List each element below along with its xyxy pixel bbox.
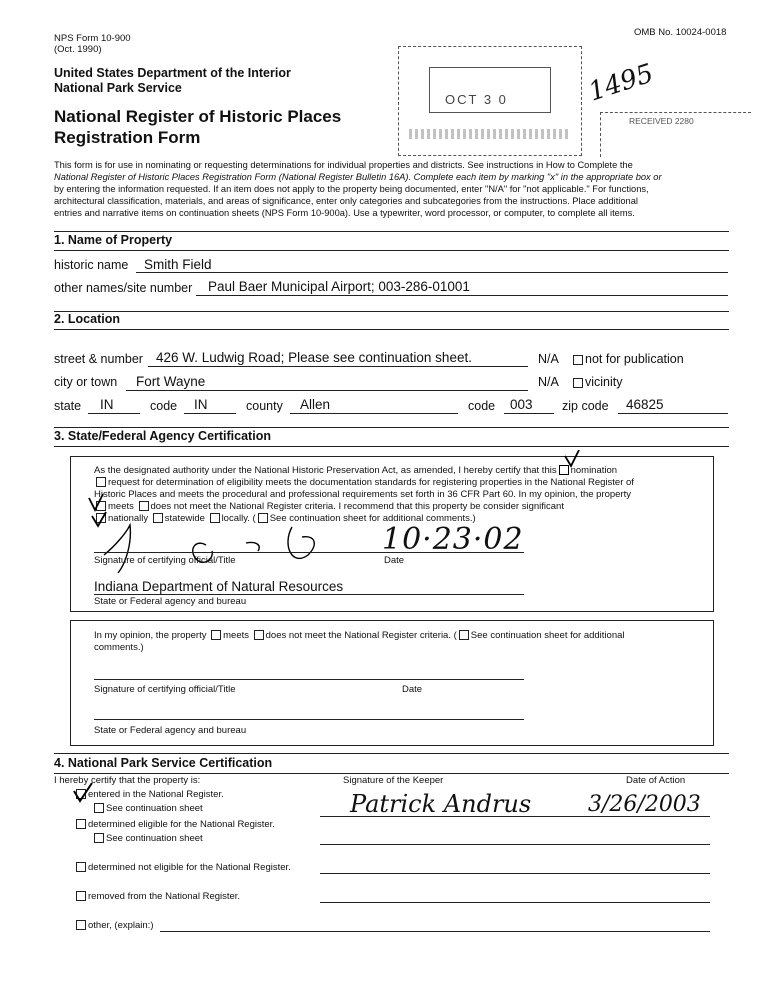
opinion-line: See continuation sheet for additional xyxy=(470,630,625,641)
box2-signature-label: Signature of certifying official/Title xyxy=(94,684,236,695)
keeper-line-2 xyxy=(320,844,710,845)
street-field xyxy=(148,350,528,367)
removed-label: removed from the National Register. xyxy=(88,891,241,902)
received-label: RECEIVED 2280 xyxy=(629,116,694,126)
check-mark-entered xyxy=(70,781,100,805)
signature-stroke xyxy=(288,527,314,558)
form-title-line2: Registration Form xyxy=(54,128,201,147)
cert-line: request for determination of eligibility meets the documentation standards for registering properties in the National Register of xyxy=(108,477,634,488)
city-label: city or town xyxy=(54,375,118,389)
zip-label: zip code xyxy=(562,399,609,413)
street-label: street & number xyxy=(54,352,143,366)
section4-bottom-rule xyxy=(54,773,729,774)
na-city: N/A xyxy=(538,375,559,389)
form-title-line1: National Register of Historic Places xyxy=(54,107,342,126)
nationally-label: nationally xyxy=(108,513,149,524)
intro-line: National Register of Historic Places Registration Form (National Register Bulletin 16A). Complete each item by marking "x" in the appropriate box or xyxy=(54,172,662,182)
see-continuation-2 xyxy=(92,833,203,845)
option-removed xyxy=(74,891,240,903)
historic-name-label: historic name xyxy=(54,258,129,272)
zip-value: 46825 xyxy=(626,397,664,412)
na-street: N/A xyxy=(538,352,559,366)
cert-line: does not meet the National Register criteria. I recommend that this property be consider significant xyxy=(150,501,564,512)
option-not-eligible xyxy=(74,862,291,874)
section2-heading: 2. Location xyxy=(54,312,120,326)
cert-line: Historic Places and meets the procedural and professional requirements set forth in 36 CFR Part 60. In my opinion, the property xyxy=(94,489,632,500)
nomination-label: nomination xyxy=(570,465,618,476)
section1-heading: 1. Name of Property xyxy=(54,233,173,247)
date-label: Date xyxy=(384,555,405,566)
statewide-label: statewide xyxy=(164,513,205,524)
county-label: county xyxy=(246,399,283,413)
checkbox-box2-continuation xyxy=(459,630,469,640)
opinion-line: comments.) xyxy=(94,642,144,653)
signature-scribble xyxy=(96,515,396,577)
keeper-line-4 xyxy=(320,902,710,903)
section3-heading: 3. State/Federal Agency Certification xyxy=(54,429,271,443)
form-date: (Oct. 1990) xyxy=(54,44,102,55)
code-value: IN xyxy=(194,397,208,412)
checkbox-other xyxy=(76,920,86,930)
stamp-date: OCT 3 0 xyxy=(445,92,508,107)
not-for-publication xyxy=(571,352,684,366)
keeper-line-1 xyxy=(320,816,710,817)
section1-top-rule xyxy=(54,231,729,232)
box2-meets-label: meets xyxy=(223,630,249,641)
keeper-signature: Patrick Andrus xyxy=(350,790,532,818)
zip-field xyxy=(618,397,728,414)
code-field xyxy=(184,397,236,414)
other-names-value: Paul Baer Municipal Airport; 003-286-01001 xyxy=(208,279,470,294)
vicinity xyxy=(571,375,623,389)
handwritten-number: 1495 xyxy=(584,58,658,108)
section3-top-rule xyxy=(54,427,729,428)
section1-bottom-rule xyxy=(54,250,729,251)
checkbox-eligible xyxy=(76,819,86,829)
stamp-smudge xyxy=(409,129,569,139)
state-value: IN xyxy=(100,397,114,412)
box2-date-label: Date xyxy=(402,684,423,695)
intro-line: by entering the information requested. If an item does not apply to the property being documented, enter "N/A" for "not applicable." For functions, xyxy=(54,184,649,194)
check-mark-meets xyxy=(89,494,103,510)
section4-heading: 4. National Park Service Certification xyxy=(54,756,273,770)
box2-signature-line xyxy=(94,679,524,680)
intro-line: architectural classification, materials, and areas of significance, enter only categories and subcategories from the instructions. Place additional xyxy=(54,196,638,206)
county-code-value: 003 xyxy=(510,397,533,412)
see-continuation-label: See continuation sheet xyxy=(106,833,203,844)
locally-label: locally. ( xyxy=(221,513,256,524)
checkbox-not-eligible xyxy=(76,862,86,872)
opinion-line: In my opinion, the property xyxy=(94,630,207,641)
checkbox-vicinity xyxy=(573,378,583,388)
opinion-line: does not meet the National Register criteria. ( xyxy=(265,630,457,641)
section4-top-rule xyxy=(54,753,729,754)
keeper-line-3 xyxy=(320,873,710,874)
checkbox-box2-meets xyxy=(211,630,221,640)
agency-line xyxy=(94,594,524,595)
vicinity-label: vicinity xyxy=(585,375,623,389)
department: United States Department of the Interior xyxy=(54,66,291,80)
intro-line: This form is for use in nominating or requesting determinations for individual properties and districts. See instructions in How to Complete the xyxy=(54,160,633,170)
service: National Park Service xyxy=(54,81,182,95)
checkbox-continuation-2 xyxy=(94,833,104,843)
not-eligible-label: determined not eligible for the National Register. xyxy=(88,862,291,873)
eligible-label: determined eligible for the National Register. xyxy=(88,819,275,830)
not-for-publication-label: not for publication xyxy=(585,352,684,366)
street-value: 426 W. Ludwig Road; Please see continuation sheet. xyxy=(156,350,472,365)
handwritten-sig-date: 10·23·02 xyxy=(382,522,524,557)
option-eligible xyxy=(74,819,275,831)
county-field xyxy=(290,397,458,414)
see-continuation-1 xyxy=(92,803,203,815)
historic-name-value: Smith Field xyxy=(144,257,212,272)
signature-stroke xyxy=(246,542,259,551)
checkbox-removed xyxy=(76,891,86,901)
other-explain-line xyxy=(160,931,710,932)
city-field xyxy=(126,374,528,391)
action-date-label: Date of Action xyxy=(626,775,686,786)
see-continuation-label: See continuation sheet for additional comments.) xyxy=(269,513,476,524)
meets-label: meets xyxy=(108,501,134,512)
action-date: 3/26/2003 xyxy=(588,792,701,817)
received-stamp-2 xyxy=(600,112,751,157)
intro-paragraph xyxy=(54,159,714,219)
historic-name-field xyxy=(136,257,728,273)
checkbox-continuation-1 xyxy=(94,803,104,813)
intro-line: entries and narrative items on continuation sheets (NPS Form 10-900a). Use a typewriter, word processor, or computer, to complete all items. xyxy=(54,208,635,218)
agency-label: State or Federal agency and bureau xyxy=(94,596,247,607)
other-names-label: other names/site number xyxy=(54,281,193,295)
entered-label: entered in the National Register. xyxy=(88,789,224,800)
see-continuation-label: See continuation sheet xyxy=(106,803,203,814)
county-code-field xyxy=(504,397,554,414)
opinion-text xyxy=(94,630,704,654)
keeper-label: Signature of the Keeper xyxy=(343,775,444,786)
city-value: Fort Wayne xyxy=(136,374,206,389)
section2-top-rule xyxy=(54,311,729,312)
cert-line: As the designated authority under the National Historic Preservation Act, as amended, I hereby certify that this xyxy=(94,465,557,476)
option-other xyxy=(74,920,153,932)
other-label: other, (explain:) xyxy=(88,920,154,931)
county-code-label: code xyxy=(468,399,496,413)
state-field xyxy=(88,397,140,414)
code-label: code xyxy=(150,399,178,413)
county-value: Allen xyxy=(300,397,331,412)
check-mark-nomination xyxy=(565,450,579,466)
received-stamp xyxy=(398,46,582,156)
checkbox-not-for-publication xyxy=(573,355,583,365)
checkbox-box2-does-not-meet xyxy=(254,630,264,640)
box2-agency-label: State or Federal agency and bureau xyxy=(94,725,247,736)
box2-agency-line xyxy=(94,719,524,720)
form-number: NPS Form 10-900 xyxy=(54,33,131,44)
omb-number: OMB No. 10024-0018 xyxy=(634,27,727,38)
section3-bottom-rule xyxy=(54,446,729,447)
signature-label: Signature of certifying official/Title xyxy=(94,555,236,566)
signature-line xyxy=(94,552,524,553)
other-names-field xyxy=(196,279,728,296)
certify-label: I hereby certify that the property is: xyxy=(54,775,201,786)
agency-value: Indiana Department of Natural Resources xyxy=(94,579,344,594)
section2-bottom-rule xyxy=(54,329,729,330)
state-label: state xyxy=(54,399,82,413)
